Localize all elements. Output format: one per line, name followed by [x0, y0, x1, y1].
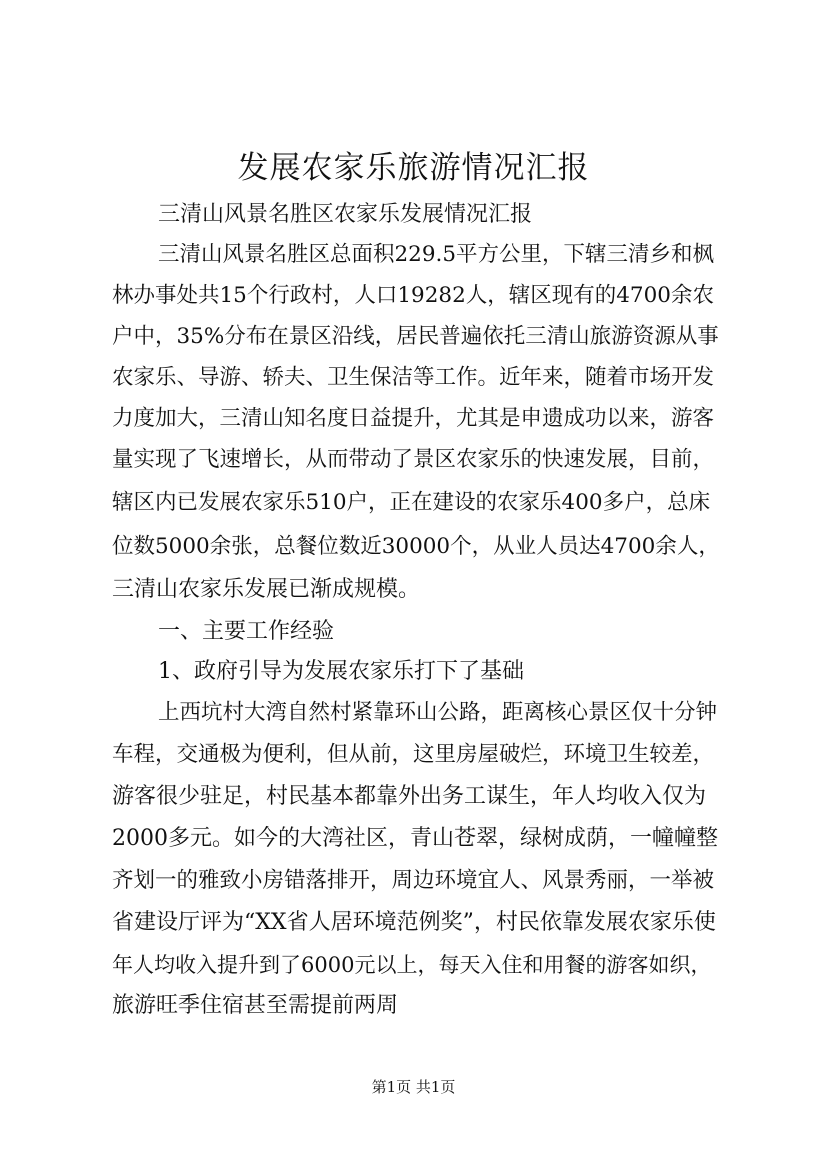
subsection-heading: 1、政府引导为发展农家乐打下了基础 [158, 659, 524, 684]
paragraph-line: 上西坑村大湾自然村紧靠环山公路，距离核心景区仅十分钟 [158, 700, 718, 725]
paragraph-line: 户中，35%分布在景区沿线，居民普遍依托三清山旅游资源从事 [112, 324, 719, 349]
section-heading: 一、主要工作经验 [158, 619, 335, 644]
paragraph-line: 车程，交通极为便利，但从前，这里房屋破烂，环境卫生较差， [112, 742, 715, 767]
paragraph-line: 旅游旺季住宿甚至需提前两周 [112, 993, 399, 1018]
paragraph-line: 2000多元。如今的大湾社区，青山苍翠，绿树成荫，一幢幢整 [112, 826, 718, 851]
subtitle-line: 三清山风景名胜区农家乐发展情况汇报 [158, 202, 533, 227]
paragraph-line: 林办事处共15个行政村，人口19282人，辖区现有的4700余农 [112, 283, 714, 308]
paragraph-line: 省建设厅评为“XX省人居环境范例奖”，村民依靠发展农家乐使 [112, 910, 716, 935]
paragraph-line: 位数5000余张，总餐位数近30000个，从业人员达4700余人， [112, 534, 720, 559]
document-title: 发展农家乐旅游情况汇报 [237, 150, 590, 186]
paragraph-line: 量实现了飞速增长，从而带动了景区农家乐的快速发展，目前， [112, 447, 715, 472]
paragraph-line: 农家乐、导游、轿夫、卫生保洁等工作。近年来，随着市场开发 [112, 365, 715, 390]
paragraph-line: 三清山农家乐发展已渐成规模。 [112, 577, 421, 602]
paragraph-line: 辖区内已发展农家乐510户，正在建设的农家乐400多户，总床 [112, 490, 711, 515]
paragraph-line: 三清山风景名胜区总面积229.5平方公里，下辖三清乡和枫 [158, 242, 715, 267]
paragraph-line: 游客很少驻足，村民基本都靠外出务工谋生，年人均收入仅为 [112, 784, 707, 809]
paragraph-line: 齐划一的雅致小房错落排开，周边环境宜人、风景秀丽，一举被 [112, 868, 715, 893]
page-footer: 第1页 共1页 [371, 1078, 456, 1096]
paragraph-line: 力度加大，三清山知名度日益提升，尤其是申遗成功以来，游客 [112, 406, 715, 431]
paragraph-line: 年人均收入提升到了6000元以上，每天入住和用餐的游客如织， [112, 953, 712, 977]
